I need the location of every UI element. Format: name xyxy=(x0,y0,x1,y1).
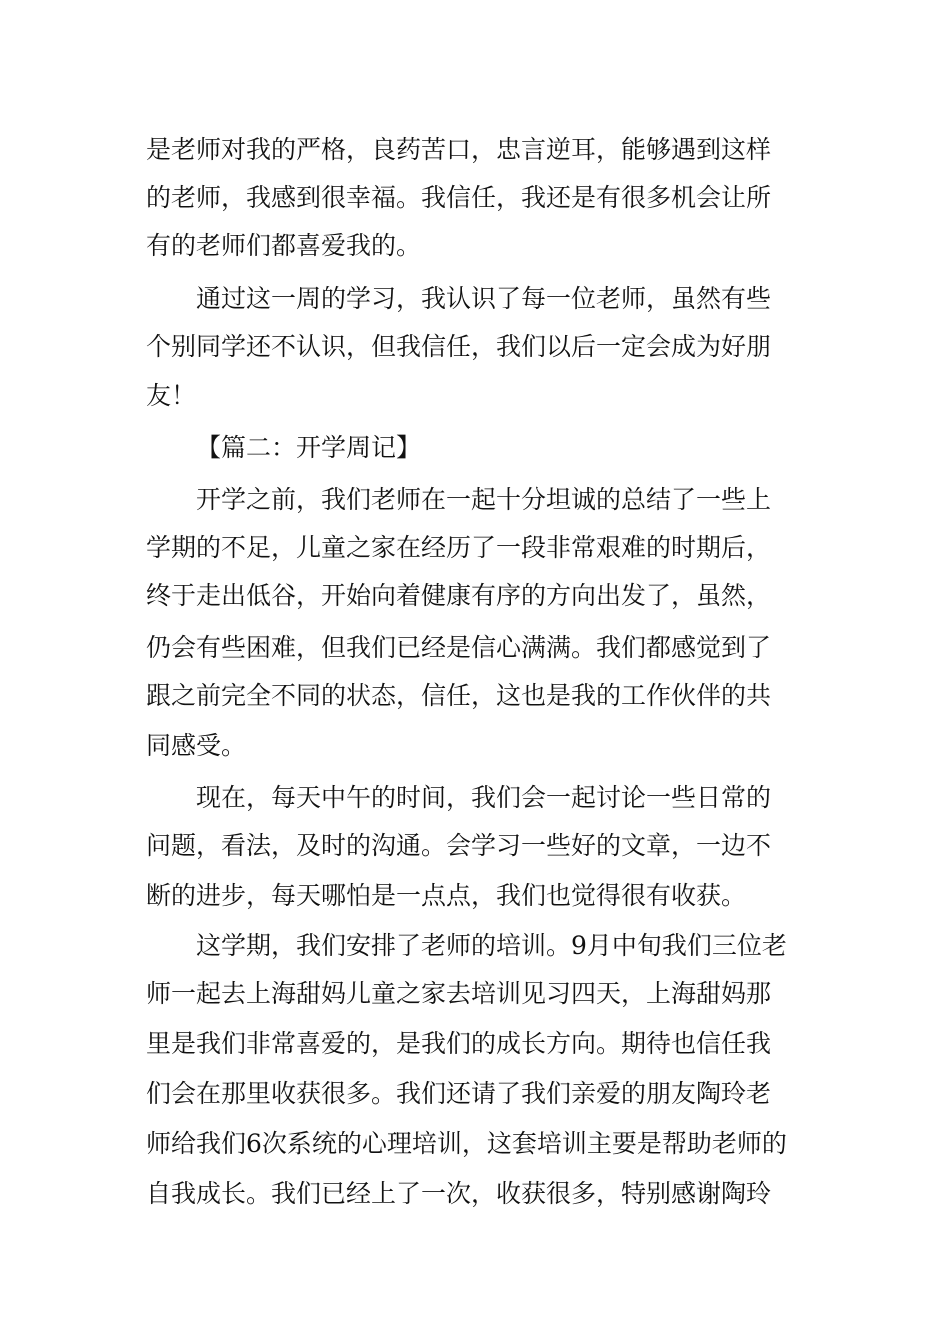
text-line: 问题，看法，及时的沟通。会学习一些好的文章，一边不 xyxy=(146,831,772,860)
text-line: 自我成长。我们已经上了一次，收获很多，特别感谢陶玲 xyxy=(146,1179,772,1208)
text-line: 友！ xyxy=(146,381,197,410)
text-line: 断的进步，每天哪怕是一点点，我们也觉得很有收获。 xyxy=(146,881,747,910)
text-line: 里是我们非常喜爱的，是我们的成长方向。期待也信任我 xyxy=(146,1029,772,1058)
text-line: 师给我们6次系统的心理培训，这套培训主要是帮助老师的 xyxy=(146,1129,787,1158)
text-line: 个别同学还不认识，但我信任，我们以后一定会成为好朋 xyxy=(146,332,772,361)
text-line: 们会在那里收获很多。我们还请了我们亲爱的朋友陶玲老 xyxy=(146,1079,772,1108)
section-heading: 【篇二：开学周记】 xyxy=(196,433,422,462)
text-line: 仍会有些困难，但我们已经是信心满满。我们都感觉到了 xyxy=(146,633,772,662)
paragraph-start-line: 通过这一周的学习，我认识了每一位老师，虽然有些 xyxy=(196,284,772,313)
text-line: 同感受。 xyxy=(146,731,247,760)
text-line: 有的老师们都喜爱我的。 xyxy=(146,231,422,260)
text-line: 是老师对我的严格，良药苦口，忠言逆耳，能够遇到这样 xyxy=(146,135,772,164)
text-line: 终于走出低谷，开始向着健康有序的方向出发了，虽然， xyxy=(146,581,772,610)
text-line: 跟之前完全不同的状态，信任，这也是我的工作伙伴的共 xyxy=(146,681,772,710)
paragraph-start-line: 开学之前，我们老师在一起十分坦诚的总结了一些上 xyxy=(196,485,772,514)
paragraph-start-line: 现在，每天中午的时间，我们会一起讨论一些日常的 xyxy=(196,783,772,812)
text-line: 的老师，我感到很幸福。我信任，我还是有很多机会让所 xyxy=(146,183,772,212)
text-line: 学期的不足，儿童之家在经历了一段非常艰难的时期后， xyxy=(146,533,772,562)
text-line: 师一起去上海甜妈儿童之家去培训见习四天，上海甜妈那 xyxy=(146,979,772,1008)
paragraph-start-line: 这学期，我们安排了老师的培训。9月中旬我们三位老 xyxy=(196,931,787,960)
